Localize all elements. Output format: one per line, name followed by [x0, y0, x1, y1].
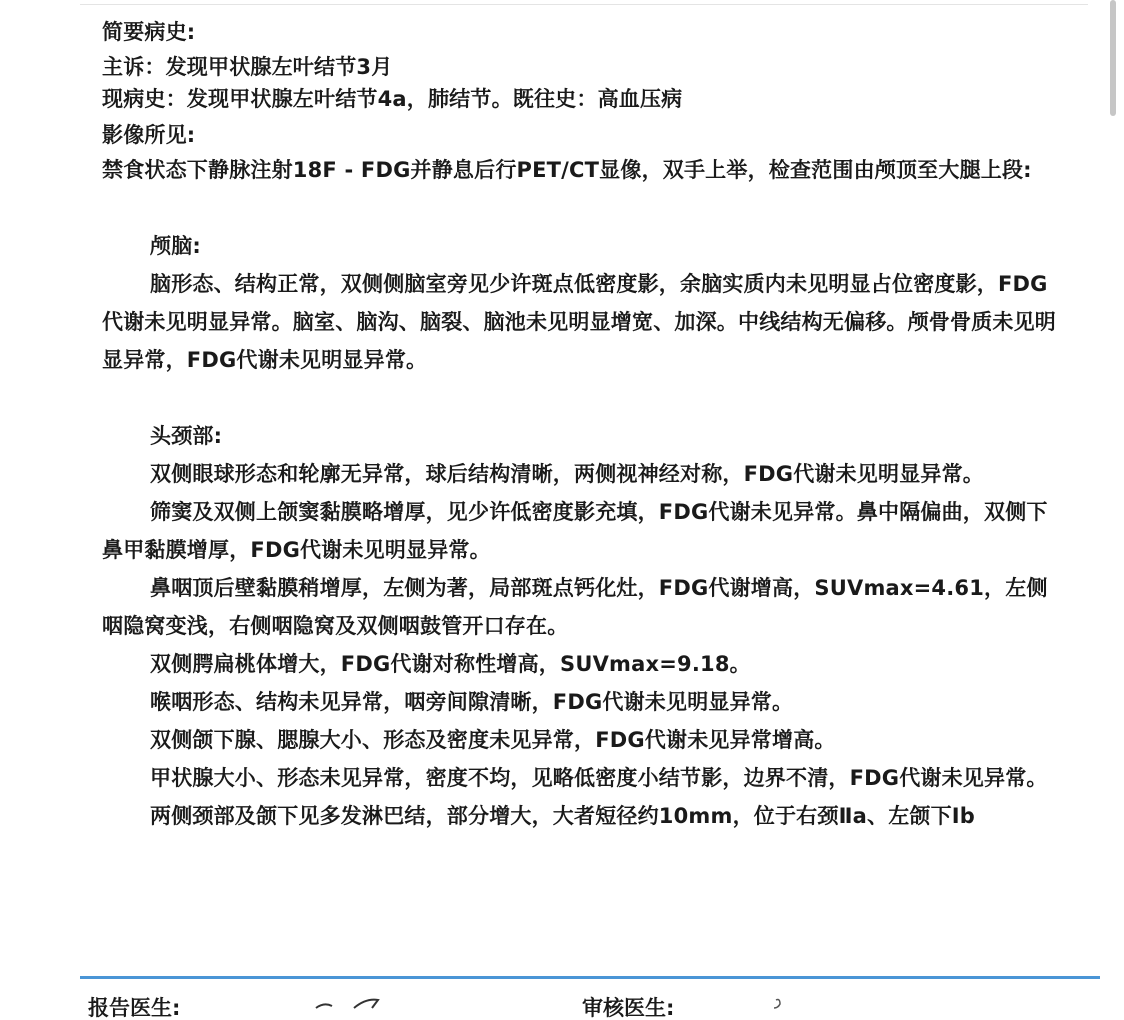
report-doctor-label: 报告医生:: [88, 996, 181, 1020]
report-doctor-signature: [314, 998, 394, 1010]
sinus-paragraph: 筛窦及双侧上颌窦黏膜略增厚，见少许低密度影充填，FDG代谢未见异常。鼻中隔偏曲，双侧下鼻甲黏膜增厚，FDG代谢未见明显异常。: [102, 500, 1048, 562]
tonsil-paragraph: 双侧腭扁桃体增大，FDG代谢对称性增高，SUVmax=9.18。: [150, 652, 751, 676]
history-heading: 简要病史:: [102, 20, 196, 44]
scrollbar[interactable]: [1106, 0, 1124, 1008]
spacer: [102, 189, 1064, 227]
salivary-gland-paragraph: 双侧颌下腺、腮腺大小、形态及密度未见异常，FDG代谢未见异常增高。: [150, 728, 836, 752]
chief-complaint: 主诉：发现甲状腺左叶结节3月: [102, 55, 393, 79]
spacer: [102, 379, 1064, 417]
head-neck-heading: 头颈部:: [150, 424, 223, 448]
brain-heading: 颅脑:: [150, 234, 201, 258]
lymph-node-paragraph: 两侧颈部及颌下见多发淋巴结，部分增大，大者短径约10mm，位于右颈Ⅱa、左颌下Ⅰb: [150, 804, 976, 828]
findings-heading: 影像所见:: [102, 123, 196, 147]
report-body: [102, 16, 1064, 835]
top-divider: [80, 4, 1088, 5]
review-doctor-label: 审核医生:: [582, 996, 675, 1020]
findings-intro: 禁食状态下静脉注射18F - FDG并静息后行PET/CT显像，双手上举，检查范围由颅顶至大腿上段:: [102, 158, 1032, 182]
footer-divider: [80, 976, 1100, 979]
present-history: 现病史：发现甲状腺左叶结节4a，肺结节。既往史：高血压病: [102, 87, 683, 111]
scrollbar-thumb[interactable]: [1110, 0, 1116, 116]
eye-paragraph: 双侧眼球形态和轮廓无异常，球后结构清晰，两侧视神经对称，FDG代谢未见明显异常。: [150, 462, 985, 486]
thyroid-paragraph: 甲状腺大小、形态未见异常，密度不均，见略低密度小结节影，边界不清，FDG代谢未见异常。: [150, 766, 1048, 790]
hypopharynx-paragraph: 喉咽形态、结构未见异常，咽旁间隙清晰，FDG代谢未见明显异常。: [150, 690, 794, 714]
nasopharynx-paragraph: 鼻咽顶后壁黏膜稍增厚，左侧为著，局部斑点钙化灶，FDG代谢增高，SUVmax=4.61，左侧咽隐窝变浅，右侧咽隐窝及双侧咽鼓管开口存在。: [102, 576, 1048, 638]
brain-paragraph: 脑形态、结构正常，双侧侧脑室旁见少许斑点低密度影，余脑实质内未见明显占位密度影，FDG代谢未见明显异常。脑室、脑沟、脑裂、脑池未见明显增宽、加深。中线结构无偏移。颅骨骨质未见明显异常，FDG代谢未见明显异常。: [102, 272, 1056, 372]
review-doctor-signature: [770, 998, 790, 1010]
